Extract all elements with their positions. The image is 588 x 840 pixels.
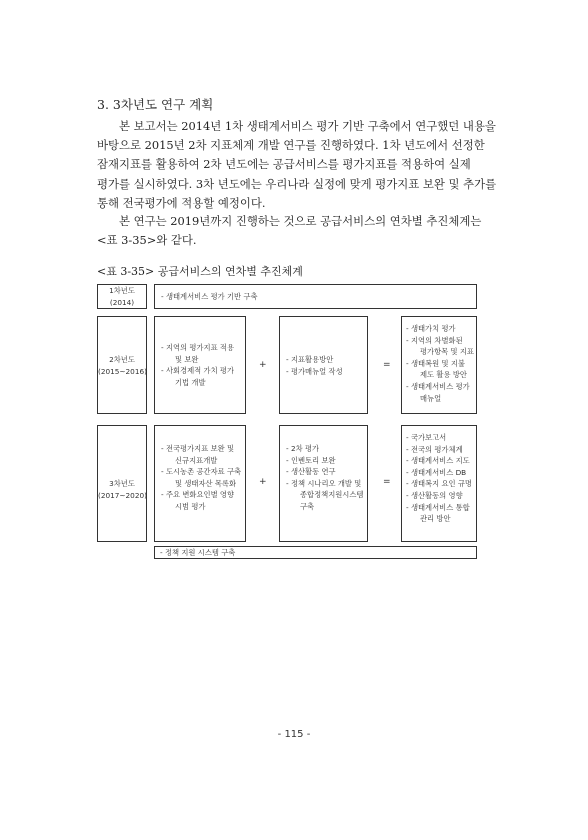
year2-col1-box xyxy=(154,316,246,414)
year1-label-line: 1차년도 xyxy=(109,286,135,295)
paragraph-2 xyxy=(97,212,491,250)
year3-col2-box xyxy=(279,425,368,542)
year3-col2-line: - 생산활동 연구 xyxy=(286,467,336,477)
year3-col1-line: 및 생태자산 목록화 xyxy=(175,478,237,488)
year3-label-line: (2017~2020) xyxy=(98,490,147,500)
year3-col3-line: - 국가보고서 xyxy=(406,433,447,442)
paragraph-2-line: <표 3-35>와 같다. xyxy=(97,233,197,248)
year3-col3-line: - 생태계서비스 통합 xyxy=(406,502,470,512)
paragraph-1-line: 바탕으로 2015년 2차 지표체계 개발 연구를 진행하였다. 1차 년도에서 선정한 xyxy=(97,138,485,153)
year3-col3-line: - 생태계서비스 지도 xyxy=(406,456,470,466)
year2-col3-box xyxy=(401,316,477,414)
page-number: - 115 - xyxy=(277,729,311,740)
year3-col3-line: - 생산활동의 영향 xyxy=(406,490,463,500)
year2-col1-line: 기법 개발 xyxy=(175,377,206,387)
year2-label-line: 2차년도 xyxy=(109,355,135,364)
year3-col3-line: - 생태계서비스 DB xyxy=(406,467,467,477)
year1-content: - 생태계서비스 평가 기반 구축 xyxy=(161,292,258,301)
section-heading: 3. 3차년도 연구 계획 xyxy=(97,97,214,112)
year3-col1-text xyxy=(161,443,241,513)
paragraph-1-line: 평가를 실시하였다. 3차 년도에는 우리나라 실정에 맞게 평가지표 보완 및 추가를 xyxy=(97,176,497,191)
year2-col1-text xyxy=(161,342,234,388)
paragraph-1-line: 본 보고서는 2014년 1차 생태계서비스 평가 기반 구축에서 연구했던 내용을 xyxy=(119,119,496,133)
paragraph-1-line: 통해 전국평가에 적용할 예정이다. xyxy=(97,195,266,210)
year2-col2-box xyxy=(279,316,368,414)
plus-operator: + xyxy=(259,477,267,487)
year3-col1-line: 시범 평가 xyxy=(175,501,206,511)
year3-col2-line: - 정책 시나리오 개발 및 xyxy=(286,478,362,488)
year1-label xyxy=(98,285,146,308)
year3-col3-line: - 전국의 평가체계 xyxy=(406,444,463,454)
year2-col3-line: - 지역의 차별화된 xyxy=(406,335,463,345)
year3-col1-line: 신규지표개발 xyxy=(175,455,218,465)
year3-col1-line: - 주요 변화요인별 영향 xyxy=(161,490,235,500)
year2-col2-line: - 지표활용방안 xyxy=(286,355,334,364)
year2-label-box xyxy=(97,316,147,414)
year3-col3-text xyxy=(406,432,472,525)
year2-col3-line: 매뉴얼 xyxy=(420,393,442,403)
paragraph-1-line: 잠재지표를 활용하여 2차 년도에는 공급서비스를 평가지표를 적용하여 실제 xyxy=(97,157,471,172)
plus-operator: + xyxy=(259,360,267,370)
year2-label xyxy=(98,354,146,377)
year3-label xyxy=(98,478,146,501)
paragraph-2-line: 본 연구는 2019년까지 진행하는 것으로 공급서비스의 연차별 추진체계는 xyxy=(119,214,482,228)
year3-col3-line: - 생태복지 요인 규명 xyxy=(406,479,472,489)
year2-col2-line: - 평가매뉴얼 작성 xyxy=(286,366,343,376)
year3-label-box xyxy=(97,425,147,542)
equals-operator: = xyxy=(383,360,391,370)
year2-label-line: (2015~2016) xyxy=(98,366,147,376)
year3-col3-box xyxy=(401,425,477,542)
year3-label-line: 3차년도 xyxy=(109,479,135,488)
equals-operator: = xyxy=(383,477,391,487)
year3-col1-box xyxy=(154,425,246,542)
year3-col2-text xyxy=(286,443,363,513)
year2-col3-line: 제도 활용 방안 xyxy=(420,370,467,380)
year2-col3-line: - 생태복원 및 지불 xyxy=(406,358,465,368)
year3-col2-line: - 인벤토리 보완 xyxy=(286,455,336,465)
year2-col3-line: 평가항목 및 지표 xyxy=(420,347,474,357)
year1-label-box xyxy=(97,284,147,309)
year2-col1-line: 및 보완 xyxy=(175,354,199,364)
year2-col3-line: - 생태계서비스 평가 xyxy=(406,381,470,391)
year3-col1-line: - 도시농촌 공간자료 구축 xyxy=(161,467,242,477)
year2-col1-line: - 사회경제적 가치 평가 xyxy=(161,366,235,376)
year3-col2-line: 구축 xyxy=(300,501,315,511)
policy-support-text: - 정책 지원 시스템 구축 xyxy=(160,548,236,557)
year3-col3-line: 관리 방안 xyxy=(420,514,451,524)
year3-col2-line: 종합정책지원시스템 xyxy=(300,490,364,500)
year3-col2-line: - 2차 평가 xyxy=(286,444,320,453)
year2-col2-text xyxy=(286,354,343,377)
year1-label-line: (2014) xyxy=(109,297,135,307)
paragraph-1 xyxy=(97,117,497,213)
year2-col3-text xyxy=(406,323,474,404)
table-caption: <표 3-35> 공급서비스의 연차별 추진체계 xyxy=(97,265,303,278)
year2-col3-line: - 생태가치 평가 xyxy=(406,324,456,333)
year3-col1-line: - 전국평가지표 보완 및 xyxy=(161,444,235,453)
year2-col1-line: - 지역의 평가지표 적용 xyxy=(161,343,235,352)
policy-support-box xyxy=(154,546,477,559)
year1-content-box xyxy=(154,284,477,309)
